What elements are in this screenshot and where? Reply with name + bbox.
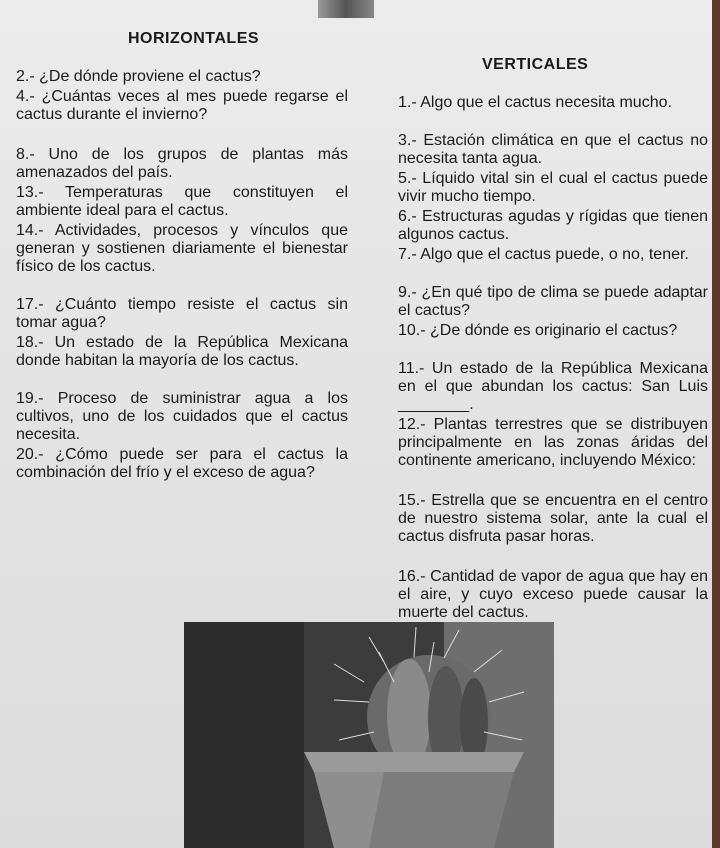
horizontal-clue-14: 14.- Actividades, procesos y vínculos que generan y sostienen diariamente el bienestar físico de los cactus. <box>16 222 348 275</box>
horizontal-clue-20: 20.- ¿Cómo puede ser para el cactus la combinación del frío y el exceso de agua? <box>16 446 348 481</box>
vertical-clue-12: 12.- Plantas terrestres que se distribuyen principalmente en las zonas áridas del continente americano, incluyendo México: <box>398 416 708 469</box>
vertical-clue-7: 7.- Algo que el cactus puede, o no, tener. <box>398 246 689 263</box>
vertical-clue-9: 9.- ¿En qué tipo de clima se puede adaptar el cactus? <box>398 284 708 319</box>
horizontal-clue-8: 8.- Uno de los grupos de plantas más amenazados del país. <box>16 146 348 181</box>
horizontal-clue-4: 4.- ¿Cuántas veces al mes puede regarse el cactus durante el invierno? <box>16 88 348 123</box>
vertical-clue-3: 3.- Estación climática en que el cactus no necesita tanta agua. <box>398 132 708 167</box>
cactus-illustration <box>184 622 554 848</box>
vertical-clue-10: 10.- ¿De dónde es originario el cactus? <box>398 322 678 339</box>
vertical-clue-1: 1.- Algo que el cactus necesita mucho. <box>398 94 672 111</box>
vertical-clue-5: 5.- Líquido vital sin el cual el cactus puede vivir mucho tiempo. <box>398 170 708 205</box>
horizontal-heading: HORIZONTALES <box>128 30 260 47</box>
horizontal-clue-2: 2.- ¿De dónde proviene el cactus? <box>16 68 261 85</box>
vertical-clue-16: 16.- Cantidad de vapor de agua que hay en el aire, y cuyo exceso puede causar la muerte del cactus. <box>398 568 708 621</box>
horizontal-clue-18: 18.- Un estado de la República Mexicana donde habitan la mayoría de los cactus. <box>16 334 348 369</box>
horizontal-clue-19: 19.- Proceso de suministrar agua a los cultivos, uno de los cuidados que el cactus necesita. <box>16 390 348 443</box>
horizontal-clue-17: 17.- ¿Cuánto tiempo resiste el cactus sin tomar agua? <box>16 296 348 331</box>
vertical-heading: VERTICALES <box>482 56 589 73</box>
vertical-clue-11: 11.- Un estado de la República Mexicana en el que abundan los cactus: San Luis ________. <box>398 360 708 413</box>
top-photo-fragment <box>318 0 374 18</box>
vertical-clue-6: 6.- Estructuras agudas y rígidas que tienen algunos cactus. <box>398 208 708 243</box>
cactus-photo <box>184 622 554 848</box>
vertical-clue-15: 15.- Estrella que se encuentra en el centro de nuestro sistema solar, ante la cual el cactus disfruta pasar horas. <box>398 492 708 545</box>
horizontal-clue-13: 13.- Temperaturas que constituyen el ambiente ideal para el cactus. <box>16 184 348 219</box>
